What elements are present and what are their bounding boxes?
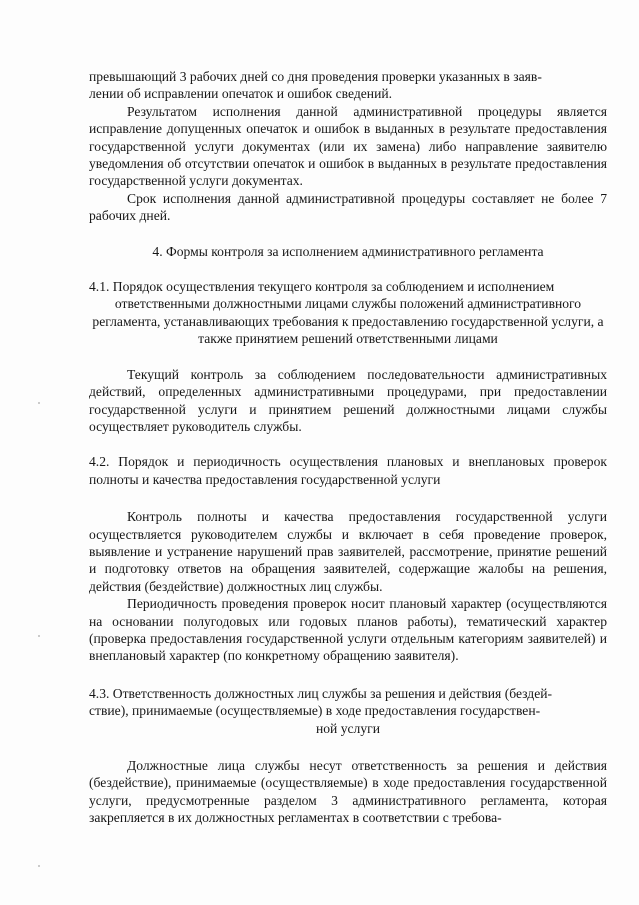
- subsection-4-2-heading: 4.2. Порядок и периодичность осуществления плановых и внеплановых проверок полноты и качества предоставления государственной услуги: [89, 454, 607, 487]
- paragraph-periodicity: Периодичность проведения проверок носит плановый характер (осуществляются на основании полугодовых или годовых планов работы), тематический характер (проверка предоставления государственной услуги отдельным категориям заявителей) и внеплановый характер (по конкретному обращению заявителя).: [89, 596, 607, 664]
- paragraph-continuation-line-2: лении об исправлении опечаток и ошибок сведений.: [89, 86, 393, 102]
- paragraph-responsibility: Должностные лица службы несут ответственность за решения и действия (бездействие), принимаемые (осуществляемые) в ходе предоставления государственной услуги, предусмотренные разделом 3 административного регламента, которая закрепляется в их должностных регламентах в соответствии с требова-: [89, 758, 607, 826]
- scan-speck: [38, 402, 40, 404]
- paragraph-continuation-line-1: превышающий 3 рабочих дней со дня проведения проверки указанных в заяв-: [89, 69, 542, 84]
- subsection-4-3-heading-line-1: 4.3. Ответственность должностных лиц службы за решения и действия (бездей-: [89, 685, 553, 701]
- scan-speck: [38, 865, 40, 867]
- subsection-4-1-heading-line-1: 4.1. Порядок осуществления текущего контроля за соблюдением и исполнением: [89, 279, 555, 295]
- paragraph-term: Срок исполнения данной административной процедуры составляет не более 7 рабочих дней.: [89, 190, 607, 224]
- paragraph-current-control: Текущий контроль за соблюдением последовательности административных действий, определенных административными процедурами, при предоставлении государственной услуги и принятием решений должностными лицами службы осуществляет руководитель службы.: [89, 366, 607, 434]
- paragraph-quality-control: Контроль полноты и качества предоставления государственной услуги осуществляется руководителем службы и включает в себя проведение проверок, выявление и устранение нарушений прав заявителей, рассмотрение, принятие решений и подготовку ответов на обращения заявителей, содержащие жалобы на решения, действия (бездействие) должностных лиц службы.: [89, 509, 607, 594]
- scan-speck: [38, 635, 40, 637]
- subsection-4-3-heading-line-2: ствие), принимаемые (осуществляемые) в ходе предоставления государствен-: [89, 703, 541, 719]
- paragraph-result: Результатом исполнения данной административной процедуры является исправление допущенных опечаток и ошибок в выданных в результате предоставления государственной услуги документах (или их замена) либо направление заявителю уведомления об отсутствии опечаток и ошибок в выданных в результате предоставления государственной услуги документах.: [89, 103, 607, 189]
- section-4-heading: 4. Формы контроля за исполнением административного регламента: [152, 243, 544, 259]
- subsection-4-1-heading-rest: ответственными должностными лицами службы положений административного регламента, устанавливающих требования к предоставлению государственной услуги, а также принятием решений ответственными лицами: [92, 296, 604, 347]
- subsection-4-3-heading-line-3: ной услуги: [315, 720, 380, 736]
- document-body: [89, 68, 607, 827]
